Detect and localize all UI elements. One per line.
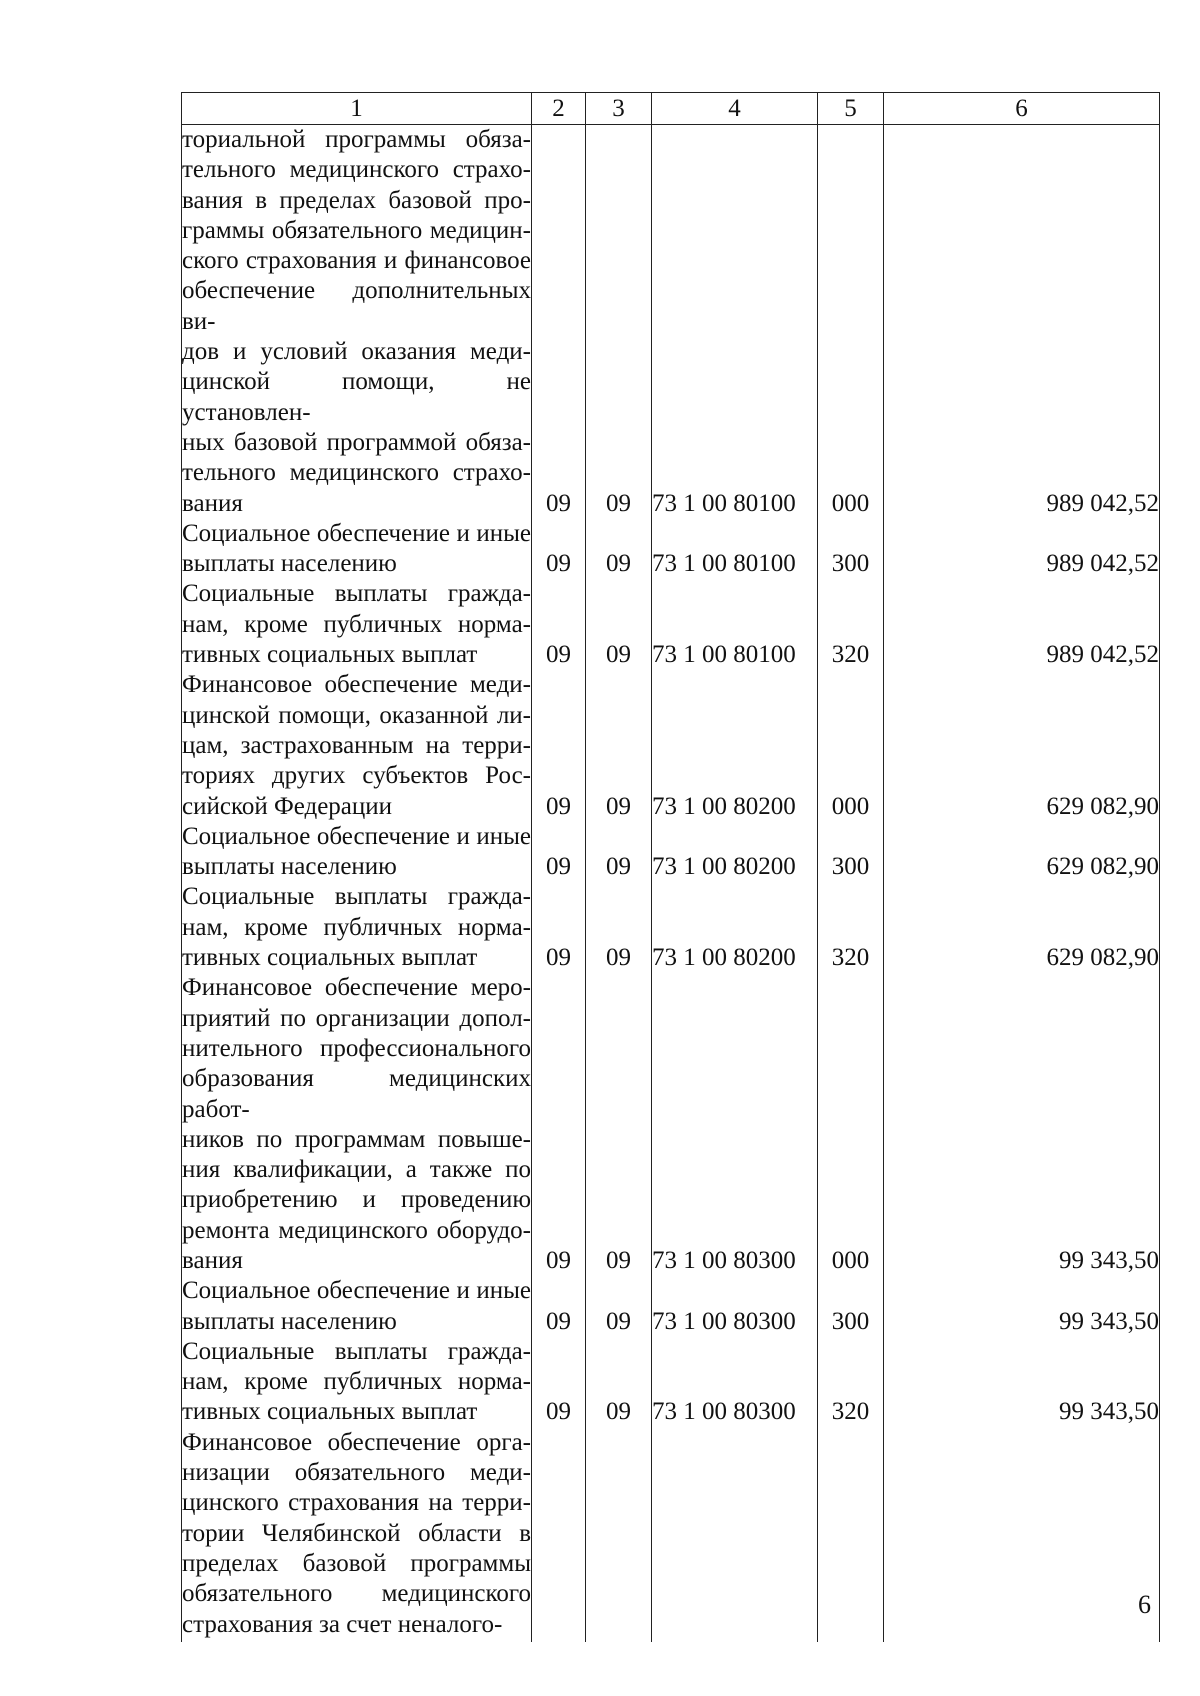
description-line: цинской помощи, не установлен- [182, 368, 531, 426]
expense-type-code: 320 [818, 579, 884, 670]
description-line: дов и условий оказания меди- [182, 338, 531, 366]
description-line: нительного профессионального [182, 1034, 531, 1062]
header-row [182, 93, 1160, 125]
target-article-code: 73 1 00 80300 [652, 1337, 818, 1428]
expense-type-code: 300 [818, 1276, 884, 1337]
table-row [182, 125, 1160, 519]
expense-type-code [818, 1428, 884, 1642]
description-line: Социальное обеспечение и иные [182, 519, 531, 547]
amount-value: 629 082,90 [884, 822, 1160, 883]
expense-type-code: 000 [818, 125, 884, 519]
target-article-code: 73 1 00 80100 [652, 125, 818, 519]
target-article-code: 73 1 00 80100 [652, 519, 818, 580]
description-line: Социальные выплаты гражда- [182, 883, 531, 911]
subsection-code: 09 [586, 882, 652, 973]
target-article-code: 73 1 00 80200 [652, 822, 818, 883]
subsection-code: 09 [586, 125, 652, 519]
row-description [182, 822, 532, 883]
description-line: Социальные выплаты гражда- [182, 580, 531, 608]
description-line: ториях других субъектов Рос- [182, 762, 531, 790]
amount-value: 99 343,50 [884, 973, 1160, 1276]
subsection-code: 09 [586, 1276, 652, 1337]
table-row [182, 1428, 1160, 1642]
table-row [182, 973, 1160, 1276]
amount-value: 629 082,90 [884, 670, 1160, 821]
amount-value: 99 343,50 [884, 1276, 1160, 1337]
section-code: 09 [532, 882, 586, 973]
description-line: тельного медицинского страхо- [182, 459, 531, 487]
amount-value: 989 042,52 [884, 125, 1160, 519]
row-description [182, 973, 532, 1276]
table-row [182, 882, 1160, 973]
description-line: ториальной программы обяза- [182, 126, 531, 153]
table-row [182, 822, 1160, 883]
description-line: ных базовой программой обяза- [182, 428, 531, 456]
subsection-code: 09 [586, 670, 652, 821]
amount-value: 989 042,52 [884, 579, 1160, 670]
subsection-code: 09 [586, 519, 652, 580]
description-line: тельного медицинского страхо- [182, 156, 531, 184]
subsection-code: 09 [586, 822, 652, 883]
row-description [182, 1428, 532, 1642]
amount-value: 629 082,90 [884, 882, 1160, 973]
description-line: нам, кроме публичных норма- [182, 610, 531, 638]
subsection-code: 09 [586, 579, 652, 670]
description-line: приятий по организации допол- [182, 1004, 531, 1032]
table-row [182, 1337, 1160, 1428]
subsection-code [586, 1428, 652, 1642]
description-line: низации обязательного меди- [182, 1459, 531, 1487]
description-line: граммы обязательного медицин- [182, 216, 531, 244]
column-header-5: 5 [818, 93, 884, 125]
description-line: обеспечение дополнительных ви- [182, 277, 531, 335]
description-line: страхования за счет неналого- [182, 1610, 503, 1638]
amount-value [884, 1428, 1160, 1642]
section-code: 09 [532, 670, 586, 821]
description-line: выплаты населению [182, 550, 397, 578]
description-line: вания [182, 489, 243, 517]
description-line: вания в пределах базовой про- [182, 186, 531, 214]
target-article-code: 73 1 00 80100 [652, 579, 818, 670]
column-header-3: 3 [586, 93, 652, 125]
table-row [182, 519, 1160, 580]
target-article-code: 73 1 00 80200 [652, 670, 818, 821]
column-header-6: 6 [884, 93, 1160, 125]
section-code: 09 [532, 1337, 586, 1428]
description-line: нам, кроме публичных норма- [182, 1368, 531, 1396]
description-line: пределах базовой программы [182, 1549, 531, 1577]
description-line: выплаты населению [182, 853, 397, 881]
target-article-code: 73 1 00 80200 [652, 882, 818, 973]
description-line: приобретению и проведению [182, 1186, 531, 1214]
description-line: вания [182, 1246, 243, 1274]
description-line: Финансовое обеспечение орга- [182, 1428, 531, 1456]
description-line: Социальное обеспечение и иные [182, 822, 531, 850]
description-line: цинского страхования на терри- [182, 1489, 531, 1517]
section-code: 09 [532, 125, 586, 519]
description-line: нам, кроме публичных норма- [182, 913, 531, 941]
description-line: ремонта медицинского оборудо- [182, 1216, 531, 1244]
subsection-code: 09 [586, 973, 652, 1276]
description-line: Финансовое обеспечение меро- [182, 974, 531, 1002]
description-line: обязательного медицинского [182, 1580, 531, 1608]
page-number: 6 [1138, 1590, 1151, 1619]
target-article-code: 73 1 00 80300 [652, 973, 818, 1276]
column-header-2: 2 [532, 93, 586, 125]
section-code: 09 [532, 579, 586, 670]
row-description [182, 125, 532, 519]
row-description [182, 670, 532, 821]
table-row [182, 1276, 1160, 1337]
description-line: тории Челябинской области в [182, 1519, 531, 1547]
description-line: тивных социальных выплат [182, 944, 478, 972]
description-line: цам, застрахованным на терри- [182, 731, 531, 759]
description-line: сийской Федерации [182, 792, 393, 820]
row-description [182, 1337, 532, 1428]
expense-type-code: 320 [818, 1337, 884, 1428]
description-line: ского страхования и финансовое [182, 247, 531, 275]
expense-type-code: 000 [818, 670, 884, 821]
table-row [182, 579, 1160, 670]
budget-table [181, 92, 1160, 1642]
section-code: 09 [532, 1276, 586, 1337]
expense-type-code: 300 [818, 519, 884, 580]
description-line: цинской помощи, оказанной ли- [182, 701, 531, 729]
subsection-code: 09 [586, 1337, 652, 1428]
section-code: 09 [532, 822, 586, 883]
target-article-code [652, 1428, 818, 1642]
description-line: Социальное обеспечение и иные [182, 1277, 531, 1305]
budget-table-container [181, 92, 1159, 1638]
table-body [182, 125, 1160, 1642]
row-description [182, 579, 532, 670]
table-row [182, 670, 1160, 821]
expense-type-code: 000 [818, 973, 884, 1276]
description-line: Социальные выплаты гражда- [182, 1337, 531, 1365]
description-line: ников по программам повыше- [182, 1125, 531, 1153]
row-description [182, 882, 532, 973]
row-description [182, 519, 532, 580]
expense-type-code: 300 [818, 822, 884, 883]
description-line: выплаты населению [182, 1307, 397, 1335]
amount-value: 99 343,50 [884, 1337, 1160, 1428]
description-line: тивных социальных выплат [182, 641, 478, 669]
expense-type-code: 320 [818, 882, 884, 973]
row-description [182, 1276, 532, 1337]
column-header-4: 4 [652, 93, 818, 125]
description-line: образования медицинских работ- [182, 1065, 531, 1123]
target-article-code: 73 1 00 80300 [652, 1276, 818, 1337]
section-code: 09 [532, 519, 586, 580]
description-line: ния квалификации, а также по [182, 1156, 531, 1184]
description-line: тивных социальных выплат [182, 1398, 478, 1426]
description-line: Финансовое обеспечение меди- [182, 671, 531, 699]
amount-value: 989 042,52 [884, 519, 1160, 580]
section-code: 09 [532, 973, 586, 1276]
column-header-1: 1 [182, 93, 532, 125]
section-code [532, 1428, 586, 1642]
